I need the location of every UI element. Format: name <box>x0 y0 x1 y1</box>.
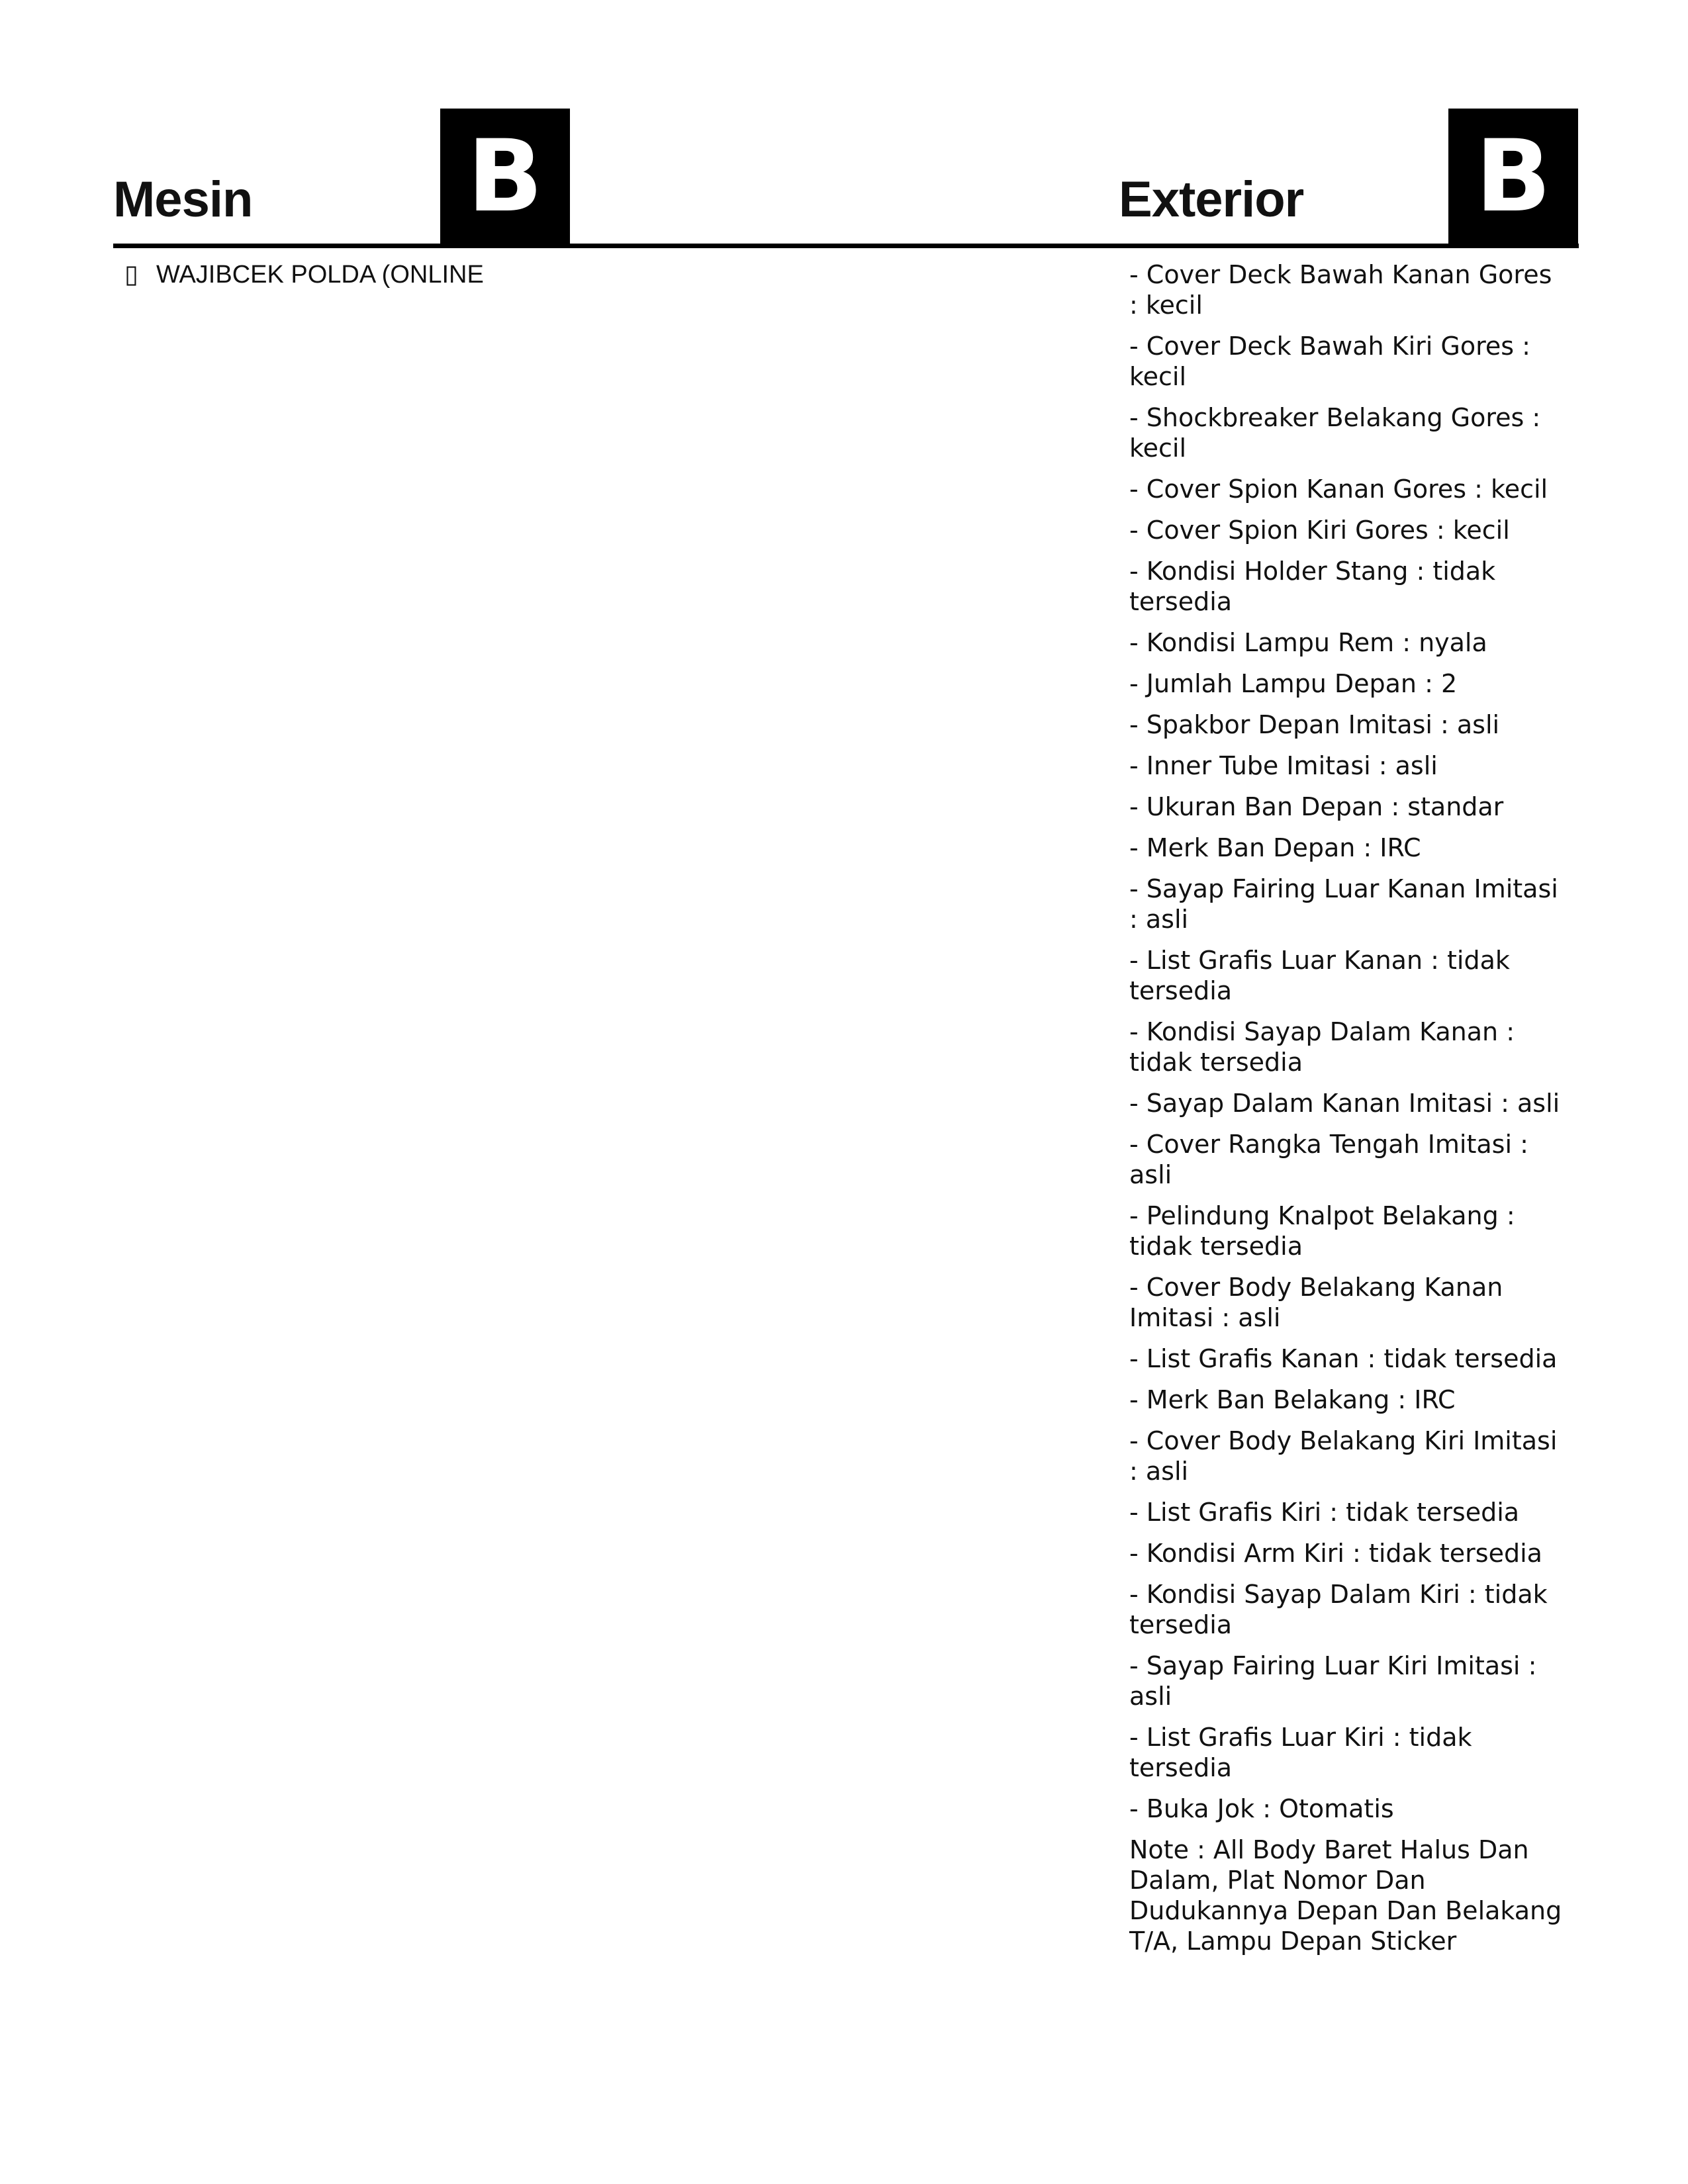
list-item: - Merk Ban Belakang : IRC <box>1129 1385 1456 1414</box>
list-item: - Buka Jok : Otomatis <box>1129 1794 1394 1823</box>
list-item: - Merk Ban Depan : IRC <box>1129 833 1421 862</box>
list-item: - Pelindung Knalpot Belakang : tidak tersedia <box>1129 1201 1515 1261</box>
mesin-note-text: WAJIBCEK POLDA (ONLINE <box>156 261 484 289</box>
list-item: - Sayap Fairing Luar Kanan Imitasi : asli <box>1129 874 1558 934</box>
list-item: - Cover Deck Bawah Kanan Gores : kecil <box>1129 260 1552 320</box>
list-item: - Cover Rangka Tengah Imitasi : asli <box>1129 1130 1528 1189</box>
list-item: - Cover Body Belakang Kiri Imitasi : asli <box>1129 1426 1558 1486</box>
list-item: - Kondisi Sayap Dalam Kanan : tidak tersedia <box>1129 1017 1515 1077</box>
exterior-section-title: Exterior <box>1119 171 1304 228</box>
list-item: - List Grafis Kanan : tidak tersedia <box>1129 1344 1558 1373</box>
list-item: - Cover Spion Kiri Gores : kecil <box>1129 516 1510 545</box>
missing-glyph-icon: ▯ <box>124 261 138 289</box>
list-item: - Shockbreaker Belakang Gores : kecil <box>1129 403 1541 463</box>
list-item: - Sayap Fairing Luar Kiri Imitasi : asli <box>1129 1651 1537 1711</box>
list-item: - Kondisi Arm Kiri : tidak tersedia <box>1129 1539 1542 1568</box>
mesin-note <box>124 259 484 290</box>
exterior-grade-badge: B <box>1448 109 1578 246</box>
list-item: - Jumlah Lampu Depan : 2 <box>1129 669 1458 698</box>
list-item: - Cover Deck Bawah Kiri Gores : kecil <box>1129 332 1530 391</box>
list-item: - Kondisi Holder Stang : tidak tersedia <box>1129 557 1496 616</box>
mesin-grade-badge: B <box>440 109 570 246</box>
list-item: - Ukuran Ban Depan : standar <box>1129 792 1504 821</box>
exterior-item-list <box>1129 259 1566 1967</box>
list-item: - Spakbor Depan Imitasi : asli <box>1129 710 1500 739</box>
list-item: - List Grafis Luar Kanan : tidak tersedia <box>1129 946 1510 1005</box>
exterior-note: Note : All Body Baret Halus Dan Dalam, Plat Nomor Dan Dudukannya Depan Dan Belakang T/A, Lampu Depan Sticker <box>1129 1835 1562 1956</box>
list-item: - Cover Body Belakang Kanan Imitasi : asli <box>1129 1273 1503 1332</box>
mesin-section-title: Mesin <box>113 171 253 228</box>
list-item: - Sayap Dalam Kanan Imitasi : asli <box>1129 1089 1560 1118</box>
list-item: - Kondisi Lampu Rem : nyala <box>1129 628 1487 657</box>
header-divider <box>113 244 1579 248</box>
list-item: - Cover Spion Kanan Gores : kecil <box>1129 475 1548 504</box>
list-item: - List Grafis Kiri : tidak tersedia <box>1129 1498 1520 1527</box>
list-item: - Inner Tube Imitasi : asli <box>1129 751 1438 780</box>
list-item: - Kondisi Sayap Dalam Kiri : tidak tersedia <box>1129 1580 1548 1639</box>
list-item: - List Grafis Luar Kiri : tidak tersedia <box>1129 1723 1472 1782</box>
